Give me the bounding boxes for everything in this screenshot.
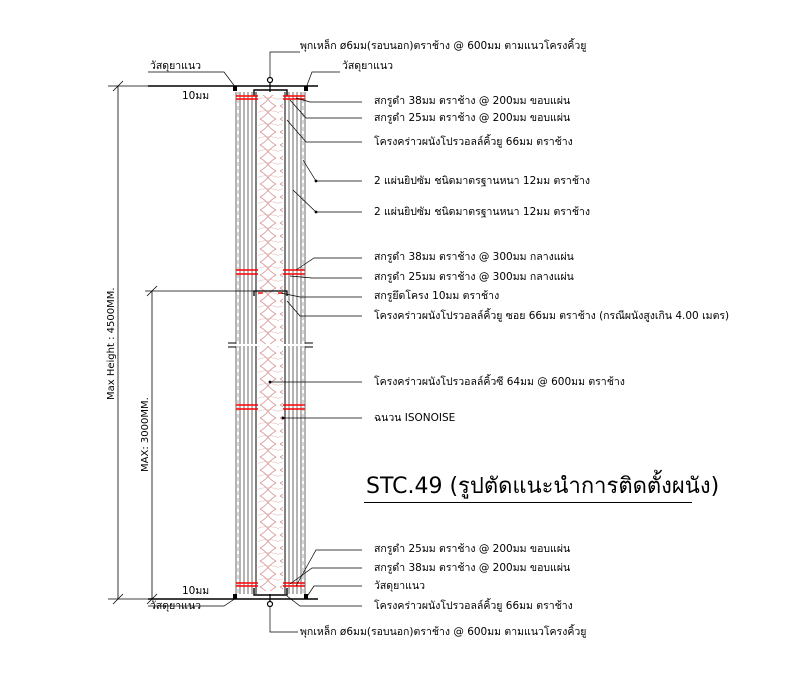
max-height-label: Max Height : 4500MM. [106, 287, 117, 400]
profile-u-joint-label: โครงคร่าวผนังโปรวอลล์คิ้วยู ซอย 66มม ตราช้าง (กรณีผนังสูงเกิน 4.00 เมตร) [374, 310, 730, 322]
bottom-anchor-label: พุกเหล็ก ø6มม(รอบนอก)ตราช้าง @ 600มม ตามแนวโครงคิ้วยู [300, 626, 587, 638]
profile-u-66-label: โครงคร่าวผนังโปรวอลล์คิ้วยู 66มม ตราช้าง [374, 136, 573, 148]
right-board-layers [289, 92, 305, 594]
screw-38-200-edge-label: สกรูดำ 38มม ตราช้าง @ 200มม ขอบแผ่น [374, 95, 571, 107]
title-underline [364, 502, 692, 503]
screw-frame-label: สกรูยึดโครง 10มม ตราช้าง [374, 290, 500, 302]
gypsum-layer-b-label: 2 แผ่นยิปซัม ชนิดมาตรฐานหนา 12มม ตราช้าง [374, 206, 590, 218]
left-board-layers [236, 92, 252, 594]
gypsum-layer-a-label: 2 แผ่นยิปซัม ชนิดมาตรฐานหนา 12มม ตราช้าง [374, 175, 590, 187]
bottom-gap-label: 10มม [182, 585, 210, 597]
screw-25-200-edge-label: สกรูดำ 25มม ตราช้าง @ 200มม ขอบแผ่น [374, 112, 571, 124]
screw-38-200-edge-bottom-label: สกรูดำ 38มม ตราช้าง @ 200มม ขอบแผ่น [374, 562, 571, 574]
sealant-bottom-right-label: วัสดุยาแนว [374, 580, 426, 592]
insulation-label: ฉนวน ISONOISE [374, 412, 456, 424]
sealant-bottom-left-label: วัสดุยาแนว [150, 600, 202, 612]
dimension-max-3000 [145, 286, 256, 604]
sealant-top-right-label: วัสดุยาแนว [342, 60, 394, 72]
bottom-anchor-icon [268, 594, 273, 607]
top-anchor-label: พุกเหล็ก ø6มม(รอบนอก)ตราช้าง @ 600มม ตามแนวโครงคิ้วยู [300, 40, 587, 52]
profile-u-66-bottom-label: โครงคร่าวผนังโปรวอลล์คิ้วยู 66มม ตราช้าง [374, 600, 573, 612]
profile-c-64-label: โครงคร่าวผนังโปรวอลล์คิ้วซี 64มม @ 600มม ตราช้าง [374, 376, 625, 388]
leader-lines [148, 52, 362, 632]
top-gap-label: 10มม [182, 90, 210, 102]
max-3000-label: MAX: 3000MM. [140, 397, 151, 472]
drawing-title: STC.49 (รูปตัดแนะนำการติดตั้งผนัง) [366, 474, 720, 499]
insulation-fill [258, 95, 283, 591]
screw-25-300-mid-label: สกรูดำ 25มม ตราช้าง @ 300มม กลางแผ่น [374, 271, 574, 283]
sealant-top-left-label: วัสดุยาแนว [150, 60, 202, 72]
screw-38-300-mid-label: สกรูดำ 38มม ตราช้าง @ 300มม กลางแผ่น [374, 251, 574, 263]
screw-25-200-edge-bottom-label: สกรูดำ 25มม ตราช้าง @ 200มม ขอบแผ่น [374, 543, 571, 555]
